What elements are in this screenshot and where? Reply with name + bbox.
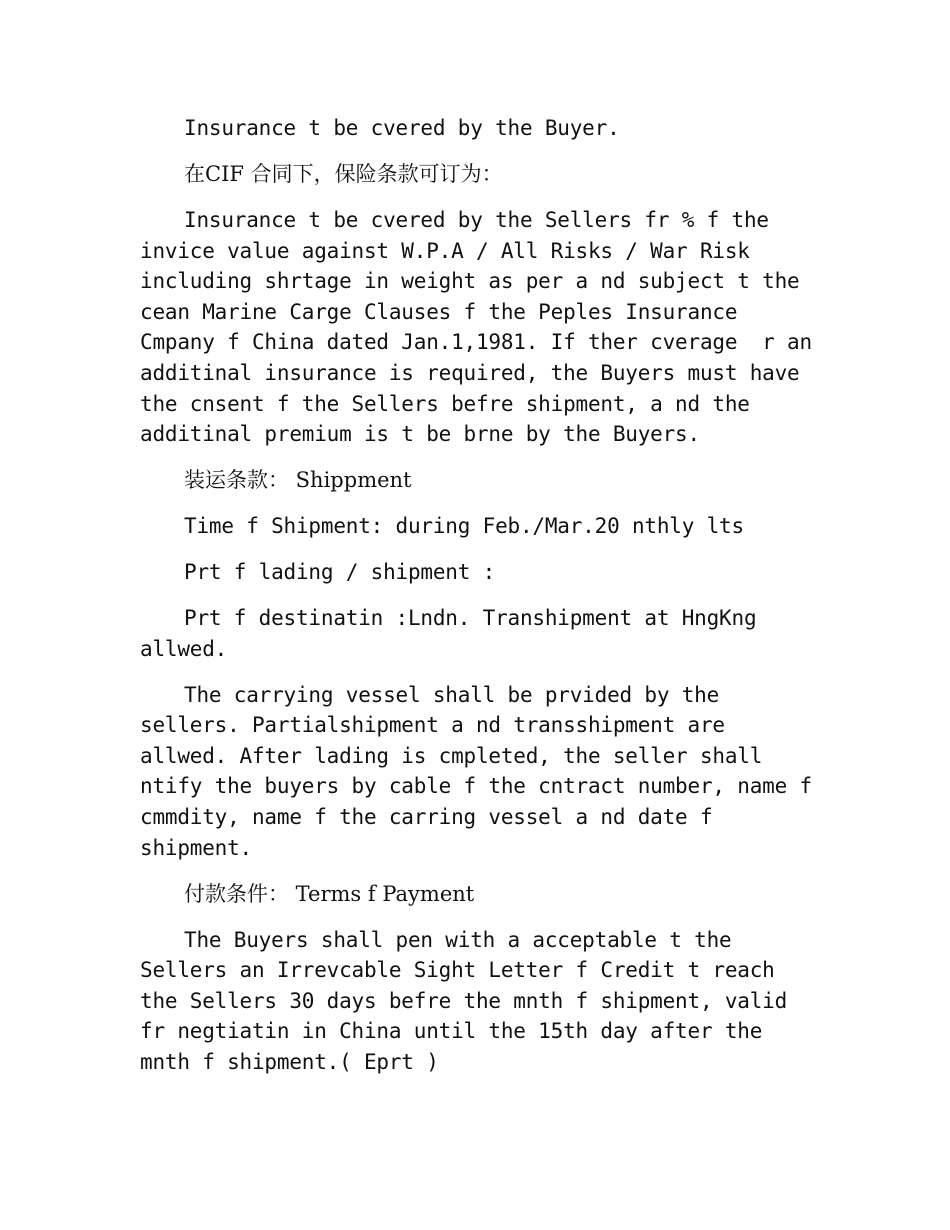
text-line: The carrying vessel shall be prvided by the [184,682,720,707]
section-heading-shipment [140,465,830,496]
text-line: Insurance t be cvered by the Sellers fr % f the [184,207,769,232]
text-line: 装运条款： Shippment [184,468,412,493]
text-line: additinal premium is t be brne by the Buyers. [140,422,700,447]
text-line: the cnsent f the Sellers befre shipment, a nd the [140,391,750,416]
text-line: The Buyers shall pen with a acceptable t the [184,927,732,952]
paragraph-carrying-vessel [140,680,830,864]
text-line: Time f Shipment: during Feb./Mar.20 nthly lts [184,514,744,539]
text-line: Prt f destinatin :Lndn. Transhipment at HngKng [184,606,757,631]
paragraph-cif-heading [140,159,830,190]
text-line: 付款条件： Terms f Payment [184,881,475,906]
paragraph-port-of-destination [140,603,830,664]
text-line: cean Marine Carge Clauses f the Peples Insurance [140,299,738,324]
text-line: Cmpany f China dated Jan.1,1981. If ther cverage r an [140,330,812,355]
text-line: the Sellers 30 days befre the mnth f shipment, valid [140,988,788,1013]
text-line: Insurance t be cvered by the Buyer. [184,116,620,140]
paragraph-insurance-clause [140,205,830,450]
text-line: cmmdity, name f the carring vessel a nd date f [140,805,713,830]
paragraph-insurance-buyer [140,113,830,144]
text-line: allwed. After lading is cmpleted, the seller shall [140,743,763,768]
text-line: Sellers an Irrevcable Sight Letter f Credit t reach [140,958,775,983]
document-page [140,113,830,1093]
text-line: including shrtage in weight as per a nd subject t the [140,269,800,294]
text-line: 在CIF 合同下，保险条款可订为： [184,161,503,186]
text-line: invice value against W.P.A / All Risks / War Risk [140,238,750,263]
section-heading-payment [140,879,830,910]
text-line: ntify the buyers by cable f the cntract number, name f [140,774,812,799]
text-line: shipment. [140,835,252,860]
text-line: additinal insurance is required, the Buyers must have [140,360,800,385]
text-line: sellers. Partialshipment a nd transshipment are [140,713,725,738]
text-line: fr negtiatin in China until the 15th day after the [140,1019,763,1044]
paragraph-port-of-lading [140,557,830,588]
text-line: allwed. [140,636,228,661]
paragraph-letter-of-credit [140,925,830,1078]
paragraph-time-of-shipment [140,511,830,542]
text-line: Prt f lading / shipment : [184,560,496,585]
text-line: mnth f shipment.( Eprt ) [140,1049,439,1074]
